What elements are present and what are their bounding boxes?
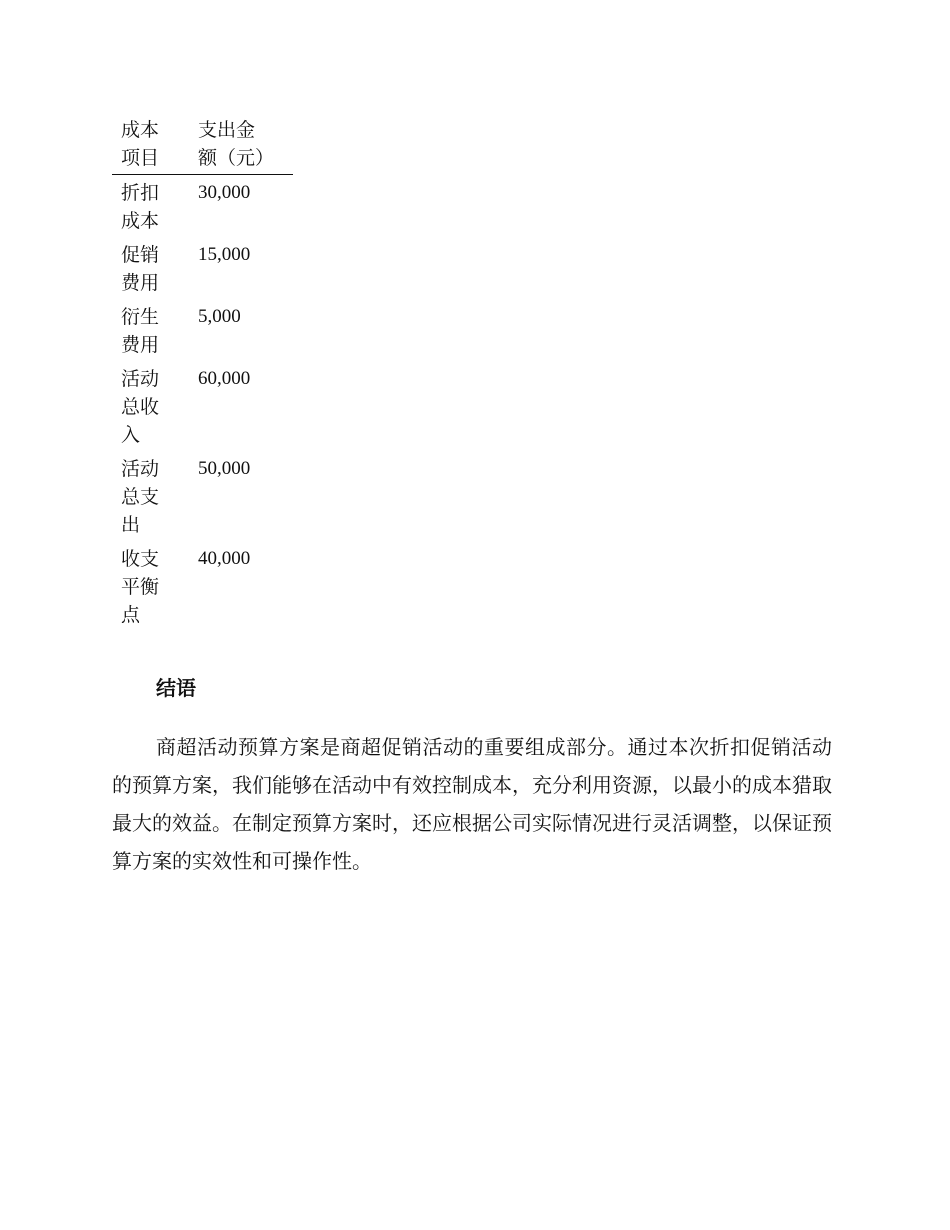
header-cost-item-label: 成本项目 xyxy=(121,119,160,169)
row-item-label: 衍生费用 xyxy=(121,306,160,356)
row-amount-value: 60,000 xyxy=(198,368,251,389)
table-row xyxy=(112,175,293,242)
table-row xyxy=(112,303,293,365)
table-row xyxy=(112,455,293,545)
row-amount-cell xyxy=(198,175,293,242)
table-header xyxy=(112,116,293,175)
row-item-label: 活动总支出 xyxy=(121,458,160,536)
conclusion-paragraph: 商超活动预算方案是商超促销活动的重要组成部分。通过本次折扣促销活动的预算方案，我们能够在活动中有效控制成本，充分利用资源，以最小的成本猎取最大的效益。在制定预算方案时，还应根据公司实际情况进行灵活调整，以保证预算方案的实效性和可操作性。 xyxy=(112,735,832,873)
row-amount-value: 5,000 xyxy=(198,306,241,327)
row-amount-cell xyxy=(198,303,293,365)
cost-table xyxy=(112,116,293,635)
row-item-label: 活动总收入 xyxy=(121,368,160,446)
row-item-cell xyxy=(112,365,198,455)
row-amount-cell xyxy=(198,545,293,635)
row-item-cell xyxy=(112,241,198,303)
row-amount-value: 40,000 xyxy=(198,548,251,569)
row-amount-value: 15,000 xyxy=(198,244,251,265)
row-item-label: 收支平衡点 xyxy=(121,548,160,626)
header-cost-item xyxy=(112,116,198,175)
header-amount xyxy=(198,116,293,175)
row-amount-value: 50,000 xyxy=(198,458,251,479)
conclusion-heading: 结语 xyxy=(156,676,196,700)
table-row xyxy=(112,241,293,303)
table-row xyxy=(112,545,293,635)
row-item-label: 折扣成本 xyxy=(121,182,160,232)
row-item-cell xyxy=(112,455,198,545)
row-amount-value: 30,000 xyxy=(198,182,251,203)
header-amount-label: 支出金额（元） xyxy=(198,119,275,169)
row-item-cell xyxy=(112,303,198,365)
table-body xyxy=(112,175,293,636)
row-amount-cell xyxy=(198,365,293,455)
table-row xyxy=(112,365,293,455)
row-item-cell xyxy=(112,175,198,242)
row-item-label: 促销费用 xyxy=(121,244,160,294)
table-header-row xyxy=(112,116,293,175)
row-item-cell xyxy=(112,545,198,635)
row-amount-cell xyxy=(198,455,293,545)
row-amount-cell xyxy=(198,241,293,303)
